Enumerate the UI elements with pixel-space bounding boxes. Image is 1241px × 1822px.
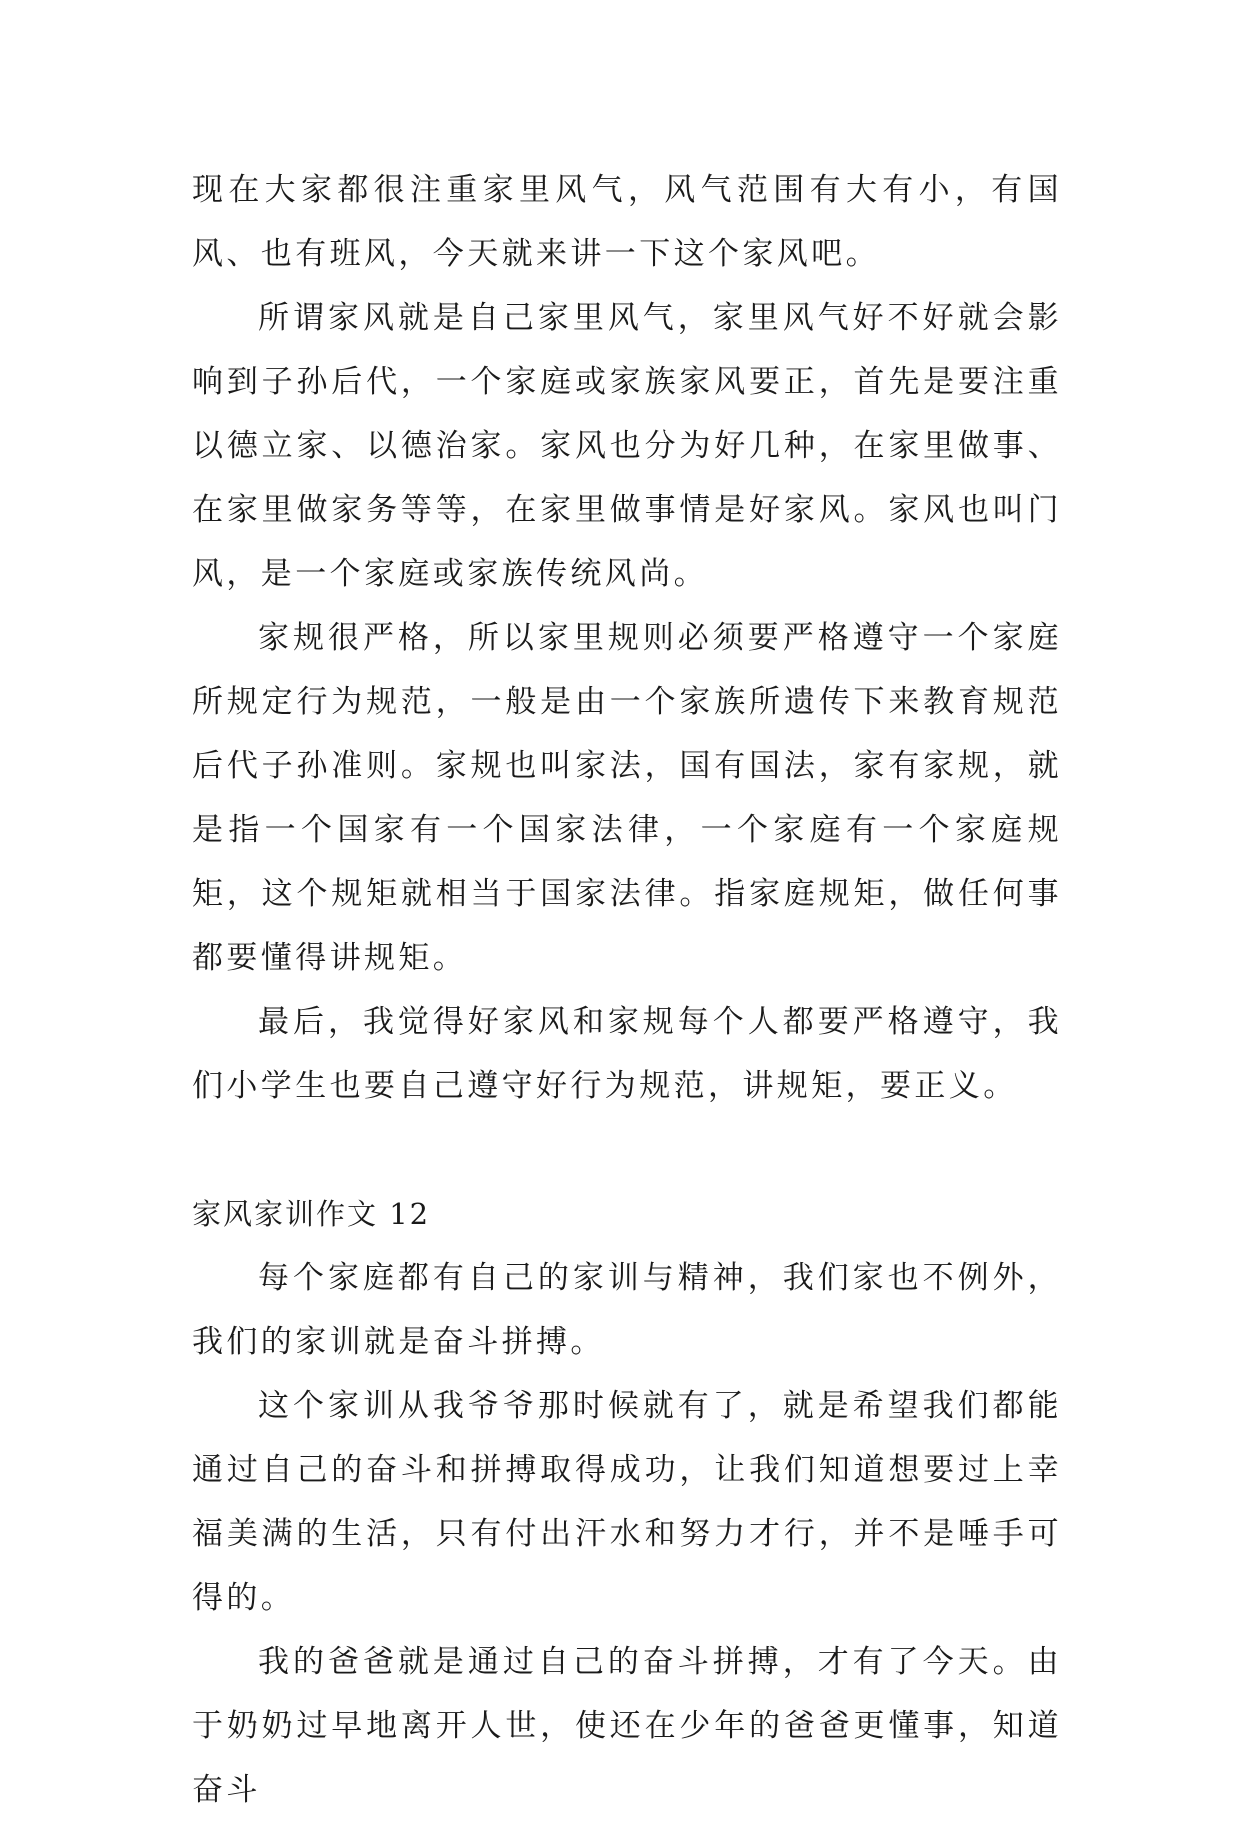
document-body <box>192 158 1062 1822</box>
section-spacer <box>192 1118 1062 1182</box>
paragraph: 所谓家风就是自己家里风气，家里风气好不好就会影响到子孙后代，一个家庭或家族家风要正，首先是要注重以德立家、以德治家。家风也分为好几种，在家里做事、在家里做家务等等，在家里做事情是好家风。家风也叫门风，是一个家庭或家族传统风尚。 <box>192 300 1062 592</box>
paragraph: 每个家庭都有自己的家训与精神，我们家也不例外，我们的家训就是奋斗拼搏。 <box>192 1260 1062 1360</box>
paragraph: 家规很严格，所以家里规则必须要严格遵守一个家庭所规定行为规范，一般是由一个家族所遗传下来教育规范后代子孙准则。家规也叫家法，国有国法，家有家规，就是指一个国家有一个国家法律，一个家庭有一个家庭规矩，这个规矩就相当于国家法律。指家庭规矩，做任何事都要懂得讲规矩。 <box>192 620 1062 976</box>
paragraph: 这个家训从我爷爷那时候就有了，就是希望我们都能通过自己的奋斗和拼搏取得成功，让我们知道想要过上幸福美满的生活，只有付出汗水和努力才行，并不是唾手可得的。 <box>192 1388 1062 1616</box>
paragraph: 最后，我觉得好家风和家规每个人都要严格遵守，我们小学生也要自己遵守好行为规范，讲规矩，要正义。 <box>192 1004 1062 1104</box>
section-heading: 家风家训作文 12 <box>192 1197 431 1231</box>
paragraph: 现在大家都很注重家里风气，风气范围有大有小，有国风、也有班风，今天就来讲一下这个家风吧。 <box>192 172 1062 272</box>
paragraph: 我的爸爸就是通过自己的奋斗拼搏，才有了今天。由于奶奶过早地离开人世，使还在少年的爸爸更懂事，知道奋斗 <box>192 1644 1062 1808</box>
